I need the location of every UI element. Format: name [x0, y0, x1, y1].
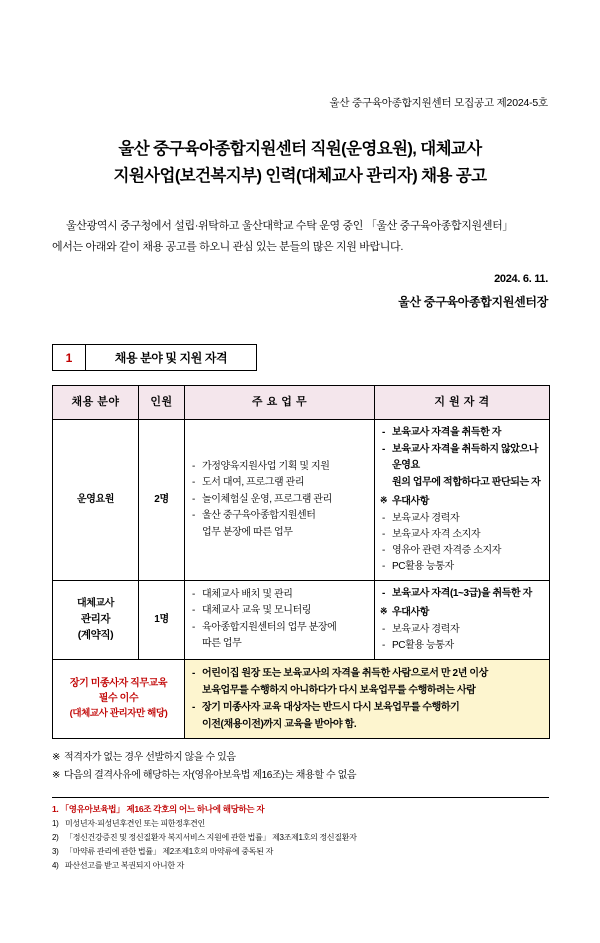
title-line-1: 울산 중구육아종합지원센터 직원(운영요원), 대체교사 [118, 140, 482, 158]
qual-item: - 보육교사 자격을 취득한 자 [381, 425, 543, 442]
header-duties: 주 요 업 무 [185, 386, 375, 420]
footnote-number: 2) [52, 833, 59, 843]
qual-pref-item: - 보육교사 경력자 [381, 622, 543, 638]
duty-item: - 대체교사 교육 및 모니터링 [191, 603, 368, 620]
table-header-row [53, 386, 550, 420]
row2-qualification [375, 580, 550, 659]
row2-count: 1명 [139, 580, 185, 659]
table-row-highlight [53, 659, 550, 738]
row2-field-line2: 관리자 [80, 613, 111, 626]
footnote-text: 파산선고를 받고 복권되지 아니한 자 [65, 861, 185, 871]
highlight-label-line2: 필수 이수 [98, 693, 139, 705]
footnote-number: 1) [52, 819, 59, 829]
footnote-item [52, 859, 549, 873]
qual-preference-title: ※ 우대사항 [381, 605, 543, 621]
row1-field: 운영요원 [53, 420, 139, 581]
recruitment-table [52, 385, 550, 739]
qual-pref-item: - 보육교사 자격 소지자 [381, 527, 543, 543]
highlight-item: - 장기 미종사자 교육 대상자는 반드시 다시 보육업무를 수행하기 [191, 699, 543, 716]
document-title [52, 136, 548, 190]
row2-field [53, 580, 139, 659]
highlight-label-line3: (대체교사 관리자만 해당) [69, 707, 168, 719]
qual-item: - 보육교사 자격을 취득하지 않았으나 운영요 [381, 442, 543, 475]
duty-item-continued: 업무 분장에 따른 업무 [202, 526, 293, 538]
qual-item-continued: 원의 업무에 적합하다고 판단되는 자 [392, 476, 541, 488]
intro-line-2: 에서는 아래와 같이 채용 공고를 하오니 관심 있는 분들의 많은 지원 바랍니다. [52, 240, 404, 253]
highlight-item-continued: 이전(채용이전)까지 교육을 받아야 함. [202, 718, 357, 730]
duty-item: - 놀이체험실 운영, 프로그램 관리 [191, 492, 368, 509]
table-row [53, 580, 550, 659]
note-item: ※ 다음의 결격사유에 해당하는 자(영유아보육법 제16조)는 채용할 수 없음 [52, 767, 548, 785]
qual-pref-item: - 보육교사 경력자 [381, 511, 543, 527]
row1-duties [185, 420, 375, 581]
duty-item: - 육아종합지원센터의 업무 분장에 [191, 620, 368, 637]
highlight-item: - 어린이집 원장 또는 보육교사의 자격을 취득한 사람으로서 만 2년 이상 [191, 665, 543, 682]
footnote-title: 1. 「영유아보육법」 제16조 각호의 어느 하나에 해당하는 자 [52, 803, 265, 814]
row2-field-line3: (계약직) [77, 629, 114, 642]
duty-item: - 울산 중구육아종합지원센터 [191, 508, 368, 525]
footnote-item [52, 831, 549, 845]
duty-item: - 가정양육지원사업 기획 및 지원 [191, 459, 368, 476]
note-item: ※ 적격자가 없는 경우 선발하지 않을 수 있음 [52, 749, 548, 767]
qual-item: - 보육교사 자격(1~3급)을 취득한 자 [381, 586, 543, 603]
qual-preference-title: ※ 우대사항 [381, 494, 543, 510]
footnote-text: 「마약류 관리에 관한 법률」 제2조제1호의 마약류에 중독된 자 [65, 847, 273, 857]
row2-duties [185, 580, 375, 659]
title-line-2: 지원사업(보건복지부) 인력(대체교사 관리자) 채용 공고 [113, 167, 487, 186]
qual-pref-item: - PC활용 능통자 [381, 559, 543, 575]
section-heading [52, 344, 257, 371]
table-row [53, 420, 550, 581]
document-number: 울산 중구육아종합지원센터 모집공고 제2024-5호 [329, 97, 548, 109]
footnote-number: 4) [52, 861, 59, 871]
issue-date: 2024. 6. 11. [494, 273, 548, 286]
row1-count: 2명 [139, 420, 185, 581]
duty-item-continued: 따른 업무 [202, 638, 242, 650]
duty-item: - 대체교사 배치 및 관리 [191, 587, 368, 604]
footnote-text: 「정신건강증진 및 정신질환자 복지서비스 지원에 관한 법률」 제3조제1호의 정신질환자 [65, 833, 357, 843]
qual-pref-item: - PC활용 능통자 [381, 638, 543, 654]
highlight-label-line1: 장기 미종사자 직무교육 [69, 677, 168, 689]
header-field: 채용 분야 [53, 386, 139, 420]
section-title: 채용 분야 및 지원 자격 [86, 344, 257, 371]
header-qualification: 지 원 자 격 [375, 386, 550, 420]
highlight-content [185, 659, 550, 738]
issuing-organization: 울산 중구육아종합지원센터장 [398, 295, 548, 310]
qual-pref-item: - 영유아 관련 자격증 소지자 [381, 543, 543, 559]
highlight-label [53, 659, 185, 738]
header-count: 인원 [139, 386, 185, 420]
footnote-number: 3) [52, 847, 59, 857]
row1-qualification [375, 420, 550, 581]
footnote-item [52, 845, 549, 859]
footnote-block [52, 797, 549, 874]
duty-item: - 도서 대여, 프로그램 관리 [191, 475, 368, 492]
document-page [0, 95, 600, 943]
footnote-text: 미성년자·피성년후견인 또는 피한정후견인 [65, 819, 205, 829]
row2-field-line1: 대체교사 [76, 597, 115, 609]
intro-paragraph [52, 216, 548, 257]
highlight-item-continued: 보육업무를 수행하지 아니하다가 다시 보육업무를 수행하려는 사람 [202, 684, 476, 696]
footnote-item [52, 817, 549, 831]
section-number: 1 [52, 344, 86, 371]
intro-line-1: 울산광역시 중구청에서 설립·위탁하고 울산대학교 수탁 운영 중인 「울산 중구육아종합지원센터」 [66, 220, 514, 233]
notes-block [52, 749, 548, 785]
footnote-list [52, 817, 549, 873]
